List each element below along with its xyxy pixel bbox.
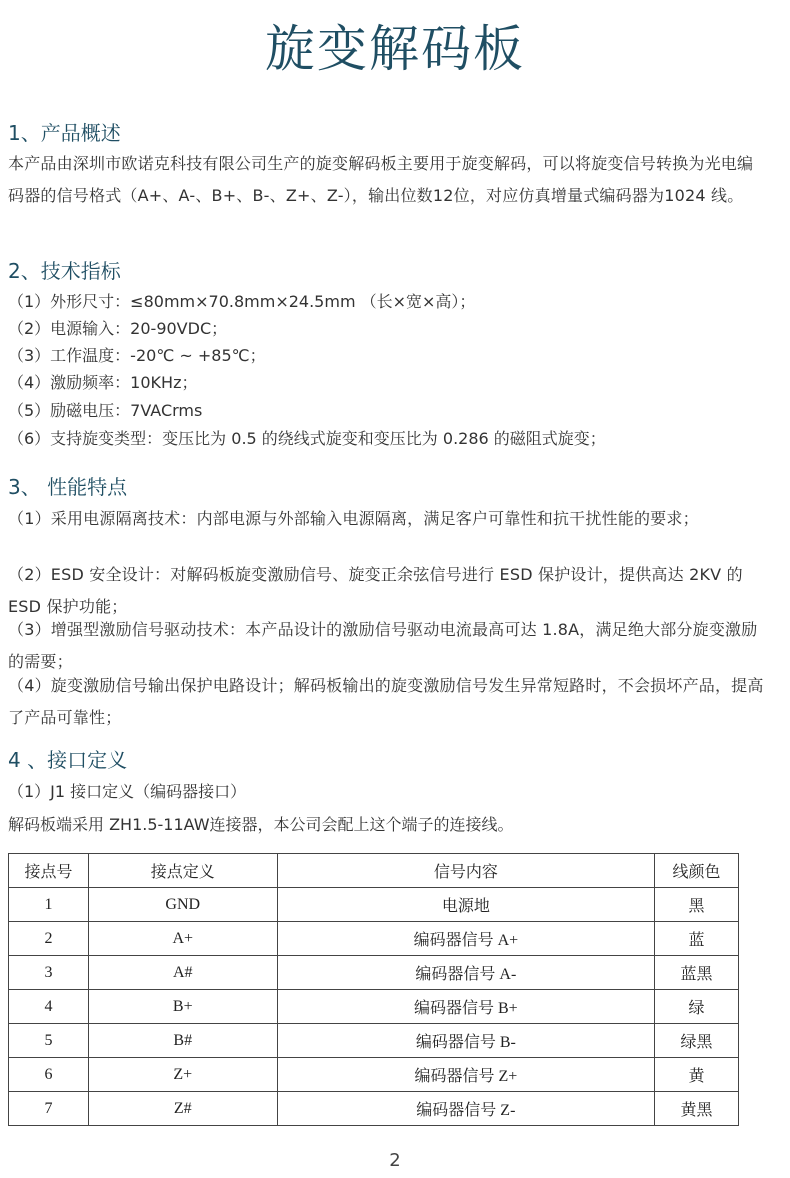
page-number: 2 [389,1150,401,1171]
header-signal-content: 信号内容 [277,854,654,888]
spec-item-voltage: （5）励磁电压：7VACrms [8,401,203,420]
signal-content: 电源地 [277,888,654,922]
section-heading-features: 3、 性能特点 [8,475,128,499]
table-row [9,1092,739,1126]
pin-definition: Z+ [88,1058,277,1092]
section-heading-overview: 1、产品概述 [8,121,121,145]
wire-color: 绿 [655,990,739,1024]
pin-definition: A+ [88,922,277,956]
wire-color: 蓝 [655,922,739,956]
signal-content: 编码器信号 A+ [277,922,654,956]
signal-content: 编码器信号 Z- [277,1092,654,1126]
spec-item-frequency: （4）激励频率：10KHz； [8,373,198,392]
pin-number: 2 [9,922,89,956]
header-wire-color: 线颜色 [655,854,739,888]
table-row [9,1024,739,1058]
table-row [9,922,739,956]
page-title: 旋变解码板 [265,20,525,78]
connector-note: 解码板端采用 ZH1.5-11AW连接器，本公司会配上这个端子的连接线。 [8,815,514,834]
table-header-row [9,854,739,888]
signal-content: 编码器信号 A- [277,956,654,990]
pin-definition: GND [88,888,277,922]
spec-item-resolver-types: （6）支持旋变类型：变压比为 0.5 的绕线式旋变和变压比为 0.286 的磁阻式旋变； [8,429,606,448]
spec-item-dimensions: （1）外形尺寸：≤80mm×70.8mm×24.5mm （长×宽×高）； [8,292,476,311]
interface-sub-heading: （1）J1 接口定义（编码器接口） [8,782,247,801]
table-row [9,888,739,922]
header-pin-number: 接点号 [9,854,89,888]
table-row [9,956,739,990]
section-heading-interface: 4 、接口定义 [8,748,128,772]
spec-item-power: （2）电源输入：20-90VDC； [8,319,228,338]
section-heading-specs: 2、技术指标 [8,259,121,283]
signal-content: 编码器信号 Z+ [277,1058,654,1092]
signal-content: 编码器信号 B+ [277,990,654,1024]
overview-paragraph: 本产品由深圳市欧诺克科技有限公司生产的旋变解码板主要用于旋变解码，可以将旋变信号转换为光电编码器的信号格式（A+、A-、B+、B-、Z+、Z-），输出位数12位，对应仿真增量式编码器为1024 线。 [8,154,754,205]
pin-number: 3 [9,956,89,990]
pin-number: 5 [9,1024,89,1058]
pin-definition: A# [88,956,277,990]
pin-number: 7 [9,1092,89,1126]
table-row [9,990,739,1024]
feature-item-protection: （4）旋变激励信号输出保护电路设计；解码板输出的旋变激励信号发生异常短路时，不会损坏产品，提高了产品可靠性； [8,676,764,727]
feature-item-esd: （2）ESD 安全设计：对解码板旋变激励信号、旋变正余弦信号进行 ESD 保护设计，提供高达 2KV 的 ESD 保护功能； [8,565,743,616]
header-pin-definition: 接点定义 [88,854,277,888]
spec-item-temperature: （3）工作温度：-20℃ ~ +85℃； [8,346,266,365]
pin-number: 6 [9,1058,89,1092]
wire-color: 黄黑 [655,1092,739,1126]
signal-content: 编码器信号 B- [277,1024,654,1058]
pin-definition-table [8,853,739,1126]
pin-definition: B+ [88,990,277,1024]
pin-number: 4 [9,990,89,1024]
table-row [9,1058,739,1092]
feature-item-drive: （3）增强型激励信号驱动技术：本产品设计的激励信号驱动电流最高可达 1.8A，满足绝大部分旋变激励的需要； [8,620,758,671]
pin-number: 1 [9,888,89,922]
wire-color: 黄 [655,1058,739,1092]
wire-color: 绿黑 [655,1024,739,1058]
pin-definition: Z# [88,1092,277,1126]
pin-definition: B# [88,1024,277,1058]
feature-item-isolation: （1）采用电源隔离技术：内部电源与外部输入电源隔离，满足客户可靠性和抗干扰性能的要求； [8,509,699,528]
wire-color: 蓝黑 [655,956,739,990]
wire-color: 黑 [655,888,739,922]
